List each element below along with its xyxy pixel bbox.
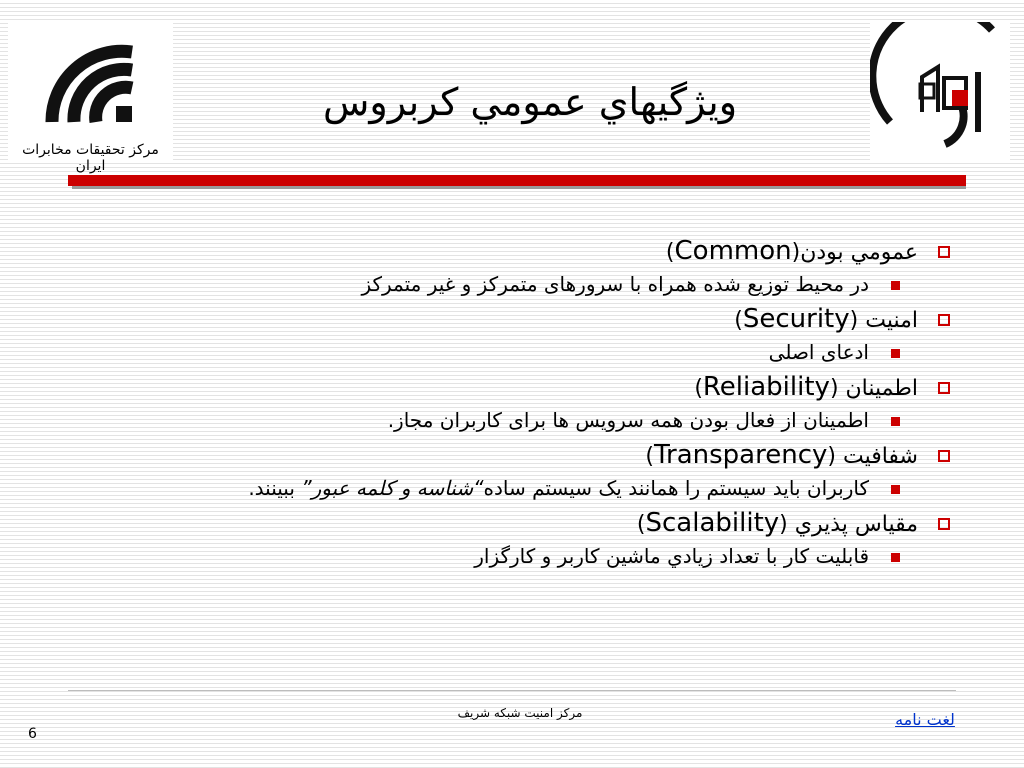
sub-bullet-item (150, 544, 900, 568)
bullet-item-scalability (150, 508, 950, 538)
glossary-link[interactable]: لغت نامه (895, 710, 955, 729)
sub-bullet-item (150, 340, 900, 364)
bullet-text: اطمينان (Reliability) (694, 372, 918, 402)
filled-square-bullet-icon (891, 349, 900, 358)
hollow-square-bullet-icon (938, 314, 950, 326)
bullet-english-term: Security (742, 304, 850, 334)
title-divider-shadow (72, 186, 966, 189)
footer-divider (68, 690, 956, 691)
hollow-square-bullet-icon (938, 518, 950, 530)
bullet-item-transparency (150, 440, 950, 470)
bullet-label: اطمينان (845, 376, 918, 401)
bullet-item-common (150, 236, 950, 266)
sub-bullet-emphasis: “شناسه و کلمه عبور” (301, 476, 484, 500)
sub-bullet-item (150, 408, 900, 432)
bullet-label: امنیت (865, 308, 918, 333)
sub-bullet-text (248, 476, 869, 500)
sub-bullet-text-part: ببينند. (248, 476, 302, 500)
left-logo (8, 22, 173, 174)
bullet-text: عمومي بودن(Common) (665, 236, 918, 266)
hollow-square-bullet-icon (938, 246, 950, 258)
hollow-square-bullet-icon (938, 382, 950, 394)
page-number: 6 (28, 726, 37, 742)
bullet-label: عمومي بودن (800, 240, 918, 265)
sub-bullet-text-part: کاربران بايد سيستم را همانند يک سيستم ساده (483, 476, 869, 500)
page-title: ويژگيهاي عمومي كربروس (322, 80, 738, 124)
bullet-text: مقياس پذيري (Scalability) (636, 508, 918, 538)
bullet-english-term: Reliability (702, 372, 830, 402)
bullet-label: مقياس پذيري (794, 512, 918, 537)
sub-bullet-text: در محيط توزيع شده همراه با سرورهای متمرکز و غير متمرکز (361, 272, 869, 296)
bullet-text: امنیت (Security) (734, 304, 918, 334)
bullet-label: شفافيت (842, 444, 918, 469)
bullet-english-term: Transparency (653, 440, 828, 470)
filled-square-bullet-icon (891, 485, 900, 494)
sub-bullet-text: اطمينان از فعال بودن همه سرويس ها برای کاربران مجاز. (387, 408, 869, 432)
filled-square-bullet-icon (891, 417, 900, 426)
sub-bullet-item (150, 476, 900, 500)
bullet-item-reliability (150, 372, 950, 402)
footer-center-text: مرکز امنیت شبکه شریف (457, 706, 583, 720)
sub-bullet-item (150, 272, 900, 296)
sub-bullet-text: ادعای اصلی (768, 340, 869, 364)
left-logo-caption: مرکز تحقیقات مخابرات ایران (22, 142, 159, 174)
title-divider (68, 175, 966, 186)
sub-bullet-text: قابليت کار با تعداد زيادي ماشين کاربر و کارگزار (474, 544, 869, 568)
bullet-text: شفافيت (Transparency) (645, 440, 918, 470)
filled-square-bullet-icon (891, 553, 900, 562)
bullet-list (150, 236, 950, 576)
bullet-english-term: Common (674, 236, 792, 266)
hollow-square-bullet-icon (938, 450, 950, 462)
right-logo (870, 22, 1010, 162)
wireless-signal-icon (32, 32, 152, 132)
bullet-english-term: Scalability (645, 508, 780, 538)
bullet-item-security (150, 304, 950, 334)
emblem-icon (870, 22, 1010, 162)
filled-square-bullet-icon (891, 281, 900, 290)
